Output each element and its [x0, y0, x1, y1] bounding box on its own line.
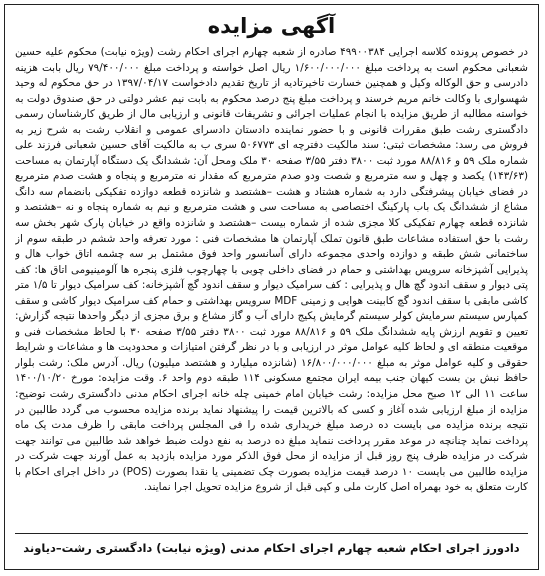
notice-signature: دادورز اجرای احکام شعبه چهارم اجرای احکام مدنی (ویژه نیابت) دادگستری رشت–دیاوند	[23, 541, 520, 555]
notice-title: آگهی مزایده	[207, 14, 336, 38]
notice-body: در خصوص پرونده کلاسه اجرایی ۴۹۹۰۰۳۸۴ صادره از شعبه چهارم اجرای احکام رشت (ویژه نیابت) محکوم علیه حسین شعبانی محکوم است به پرداخت مبلغ ۱/۶۰۰/۰۰۰/۰۰۰ ریال اصل خواسته و پرداخت مبلغ ۷۹/۴۰۰/۰۰۰ ریال بابت هزینه دادرسی و حق الوکاله وکیل و همچنین خسارت تاخیرتادیه از تاریخ تقدیم دادخواست ۱۳۹۷/۰۴/۱۷ در حق محکوم له وحید شهسواری با وکالت خانم مریم خرسند و پرداخت مبلغ پنج درصد محکوم به بابت نیم عشر دولتی در حق صندوق دولت به خواسته مطالبه از طریق مزایده با انجام عملیات اجرائی و تشریفات قانونی و ارزیابی مال از طریق کارشناسان رسمی دادگستری رشت طبق مقررات قانونی و با حضور نماینده دادستان دادسرای عمومی و انقلاب رشت به شرح زیر به فروش می رسد: مشخصات ثبتی: سند مالکیت دفترچه ای ۵۰۶۷۷۳ سری ب به مالکیت آقای حسین شعبانی فرزند علی شماره ملک ۵۹ و ۸۸/۸۱۶ مورد ثبت ۳۸۰۰ دفتر ۳/۵۵ صفحه ۳۰ ملک ومحل آن: ششدانگ یک دستگاه آپارتمان به مساحت (۱۴۳/۶۳) یکصد و چهل و سه مترمربع و شصت ودو صدم مترمربع که مقدار نه مترمربع و پنجاه و هشت صدم مترمربع در فضای خیابان پیشرفتگی دارد به شماره هشتاد و هشت –هشتصد و شانزده قطعه دوازده تفکیکی بانضمام سه دانگ مشاع از ششدانگ یک باب پارکینگ اختصاصی به مساحت سی و هشت مترمربع و نیم به شماره پنجاه و نه –هشتصد و شانزده قطعه چهارم تفکیکی کلا مجزی شده از شماره بیست –هشتصد و شانزده واقع در خیابان پارک شهر بخش سه رشت با حق استفاده مشاعات طبق قانون تملک آپارتمان ها مشخصات فنی : مورد تعرفه واحد ششم در طبقه سوم از ساختمانی شش طبقه و دوازده واحدی مجموعه دارای آسانسور واحد فوق مشتمل بر سه چشمه اتاق خواب هال و پذیرایی آشپزخانه سرویس بهداشتی و حمام در فضای داخلی چوبی با چهارچوب فلزی پنجره ها آلومینیومی اتاق ها: کف پتی دیوار و سقف اندود گچ هال و پذیرایی : کف سرامیک دیوار و سقف اندود گچ آشپزخانه: کف سرامیک دیوار تا ۱/۵ متر کاشی مابقی با سقف اندود گچ کابینت هوایی و زمینی MDF سرویس بهداشتی و حمام کف سرامیک دیوار کاشی و سقف کمپارس سیستم سرمایش کولر سیستم گرمایش پکیج دارای آب و گاز مشاع و برق مجزی از دیگر واحدها نتیجه گزارش: تعیین و تقویم ارزش پایه ششدانگ ملک ۵۹ و ۸۸/۸۱۶ مورد ثبت ۳۸۰۰ دفتر ۳/۵۵ صفحه ۳۰ با لحاظ مشخصات فنی و موقعیت منطقه ای و لحاظ کلیه عوامل موثر در ارزیابی و با در نظر گرفتن امتیازات و محدودیت ها و مشاعات و شرایط حقوقی و کلیه عوامل موثر به مبلغ ۱۶/۸۰۰/۰۰۰/۰۰۰ (شانزده میلیارد و هشتصد میلیون) ریال. آدرس ملک: رشت بلوار حافظ نبش بن بست کیهان جنب بیمه ایران مجتمع مسکونی ۱۱۴ طبقه دوم واحد ۶. وقت مزایده: مورخ ۱۴۰۰/۱۰/۲۰ ساعت ۱۱ الی ۱۲ صبح محل مزایده: رشت خیابان امام خمینی چله خانه اجرای احکام مدنی دادگستری رشت توضیح: مزایده از مبلغ ارزیابی شده آغاز و کسی که بالاترین قیمت را پیشنهاد نماید برنده مزایده محسوب می گردد طالبین در نتیجه برنده مزایده می بایست ده درصد مبلغ خریداری شده را فی المجلس پرداخت مابقی را ظرف مدت یک ماه پرداخت نماید چنانچه در موعد مقرر پرداخت ننماید مبلغ ده درصد به نفع دولت ضبط خواهد شد طالبین می توانند جهت شرکت در مزایده ظرف پنج روز قبل از مزایده از محل فوق الذکر مورد مزایده بازدید به عمل آورند جهت شرکت در مزایده طالبین می بایست ۱۰ درصد قیمت مزایده بصورت چک تضمینی یا نقدا بصورت (POS) در داخل اجرای احکام با کارت متعلق به خود بهمراه اصل کارت ملی و کپی قبل از شروع مزایده تحویل اجرا نمایند.	[15, 46, 528, 494]
notice-frame	[4, 4, 539, 570]
signature-divider	[15, 533, 528, 534]
